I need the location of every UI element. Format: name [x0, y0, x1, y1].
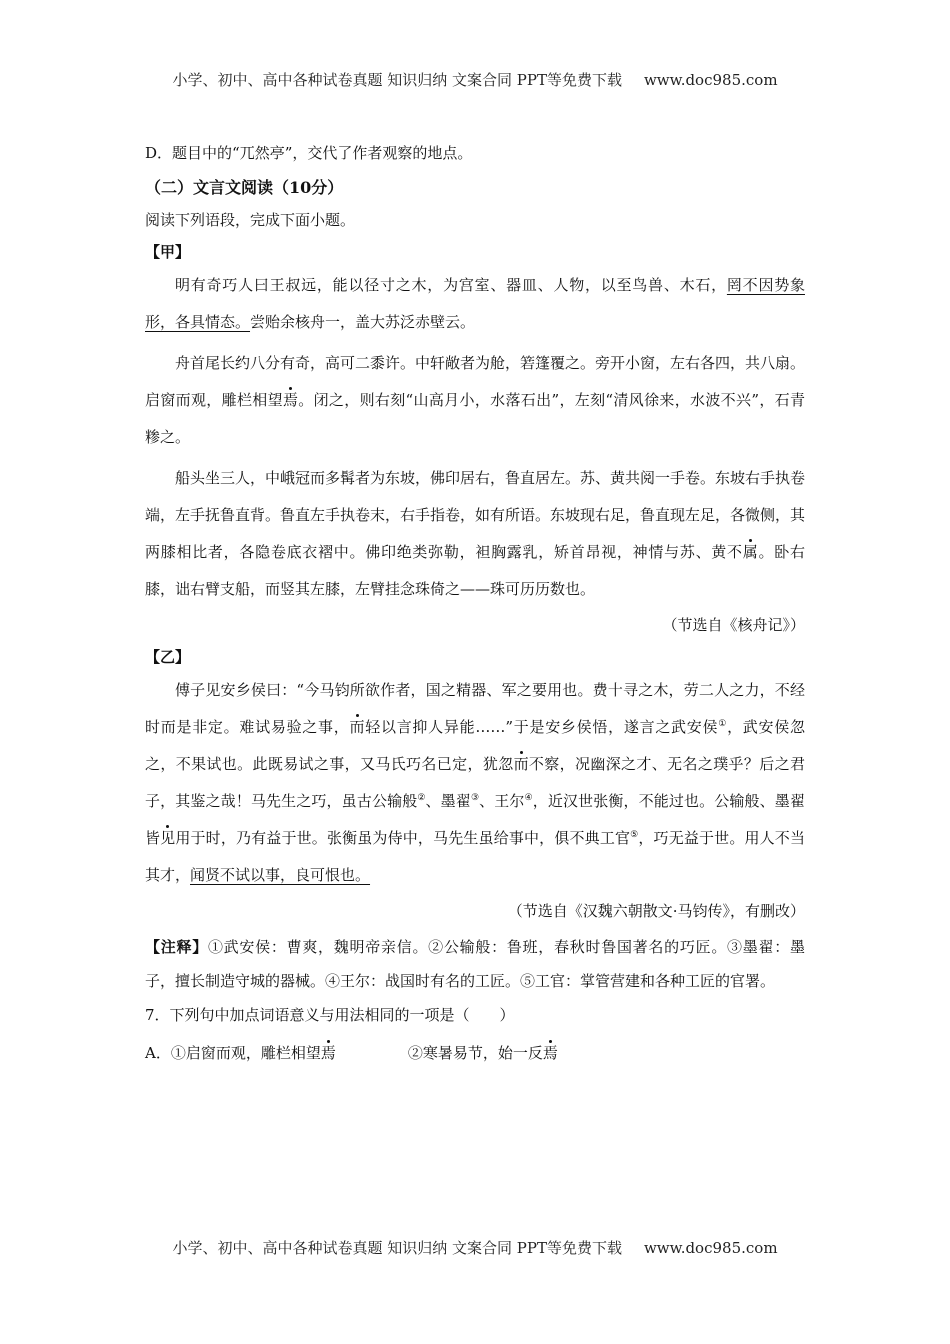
header-text: 小学、初中、高中各种试卷真题 知识归纳 文案合同 PPT等免费下载 — [172, 71, 622, 89]
note-ref-5: ⑤ — [630, 830, 639, 840]
underlined-sentence: 闻贤不试以事，良可恨也。 — [190, 866, 371, 884]
annotations-label: 【注释】 — [145, 938, 208, 956]
jia-paragraph-1: 明有奇巧人曰王叔远，能以径寸之木，为宫室、器皿、人物，以至鸟兽、木石，罔不因势象形，各具情态。尝贻余核舟一，盖大苏泛赤壁云。 — [145, 276, 805, 331]
footer-text: 小学、初中、高中各种试卷真题 知识归纳 文案合同 PPT等免费下载 — [172, 1239, 622, 1257]
note-ref-3: ③ — [470, 793, 480, 803]
dotted-word: 焉 — [282, 391, 299, 409]
jia-paragraph-3: 船头坐三人，中峨冠而多髯者为东坡，佛印居右，鲁直居左。苏、黄共阅一手卷。东坡右手执卷端，左手抚鲁直背。鲁直左手执卷末，右手指卷，如有所语。东坡现右足，鲁直现左足，各微侧，其两膝相比者，各隐卷底衣褶中。佛印绝类弥勒，袒胸露乳，矫首昂视，神情与苏、黄不属。卧右膝，诎右臂支船，而竖其左膝，左臂挂念珠倚之——珠可历历数也。 — [145, 469, 806, 598]
dotted-word: 焉 — [542, 1044, 558, 1062]
yi-source: （节选自《汉魏六朝散文·马钧传》，有删改） — [507, 902, 805, 920]
note-ref-1: ① — [718, 719, 728, 729]
header-url[interactable]: www.doc985.com — [643, 71, 778, 89]
dotted-word: 而 — [513, 755, 529, 773]
footer-url[interactable]: www.doc985.com — [643, 1239, 778, 1257]
note-ref-2: ② — [417, 793, 426, 803]
page-footer — [0, 1237, 950, 1258]
jia-source: （节选自《核舟记》） — [662, 616, 805, 634]
note-ref-4: ④ — [524, 793, 533, 803]
dotted-word: 见 — [160, 829, 176, 847]
jia-paragraph-2: 舟首尾长约八分有奇，高可二黍许。中轩敞者为舱，箬篷覆之。旁开小窗，左右各四，共八扇。启窗而观，雕栏相望焉。闭之，则右刻“山高月小，水落石出”，左刻“清风徐来，水波不兴”，石青糁之。 — [145, 354, 806, 446]
dotted-word: 而 — [349, 718, 366, 736]
passage-jia-label: 【甲】 — [145, 243, 191, 261]
instruction: 阅读下列语段，完成下面小题。 — [145, 211, 356, 229]
question-7-stem: 7．下列句中加点词语意义与用法相同的一项是（ ） — [145, 1006, 515, 1024]
question-7-option-a: A．①启窗而观，雕栏相望焉 ②寒暑易节，始一反焉 — [145, 1044, 558, 1062]
annotations-text: ①武安侯：曹爽，魏明帝亲信。②公输般：鲁班，春秋时鲁国著名的巧匠。③墨翟：墨子，擅长制造守城的器械。④王尔：战国时有名的工匠。⑤工官：掌管营建和各种工匠的官署。 — [145, 938, 805, 990]
passage-yi-label: 【乙】 — [145, 648, 191, 666]
page-header — [0, 69, 950, 90]
dotted-word: 焉 — [320, 1044, 336, 1062]
annotations — [145, 930, 805, 998]
yi-paragraph: 傅子见安乡侯曰：“今马钧所欲作者，国之精器、军之要用也。费十寻之木，劳二人之力，不经时而是非定。难试易验之事，而轻以言抑人异能……”于是安乡侯悟，遂言之武安侯①，武安侯忽之，不果试也。此既易试之事，又马氏巧名已定，犹忽而不察，况幽深之才、无名之璞乎？后之君子，其鉴之哉！马先生之巧，虽古公输般②、墨翟③、王尔④，近汉世张衡，不能过也。公输般、墨翟皆见用于时，乃有益于世。张衡虽为侍中，马先生虽给事中，俱不典工官⑤，巧无益于世。用人不当其才，闻贤不试以事，良可恨也。 — [145, 681, 805, 884]
previous-option-d: D．题目中的“兀然亭”，交代了作者观察的地点。 — [145, 144, 473, 162]
dotted-word: 属 — [742, 543, 759, 561]
page-content — [145, 142, 805, 1064]
underlined-sentence: 罔不因势象形，各具情态。 — [145, 276, 805, 331]
section-title: （二）文言文阅读（10分） — [145, 178, 344, 197]
